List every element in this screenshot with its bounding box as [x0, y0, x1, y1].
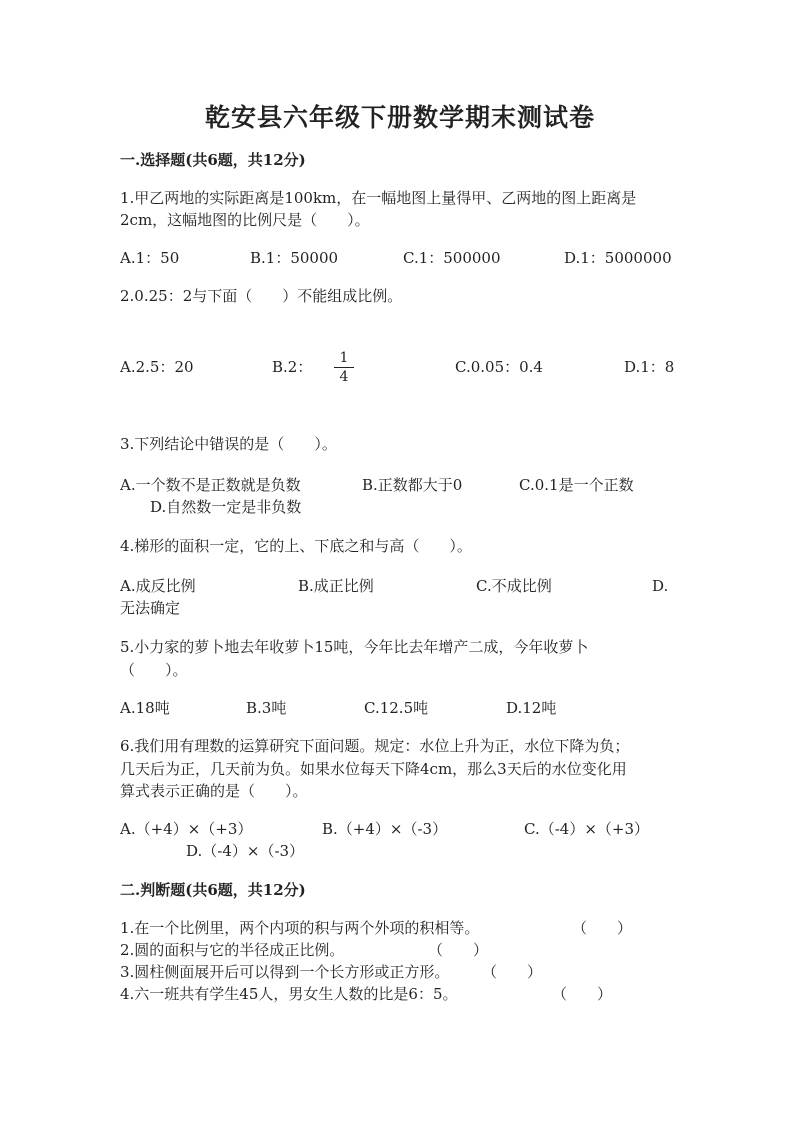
question-5-option-c: C.12.5吨 — [364, 699, 429, 717]
question-3-line-1: 3.下列结论中错误的是（ ）。 — [120, 435, 337, 453]
question-6-line-1: 6.我们用有理数的运算研究下面问题。规定：水位上升为正，水位下降为负； — [120, 737, 630, 755]
question-4-option-d: D. — [652, 577, 669, 595]
question-1-line-2: 2cm，这幅地图的比例尺是（ ）。 — [120, 211, 370, 229]
question-4-line-1: 4.梯形的面积一定，它的上、下底之和与高（ ）。 — [120, 537, 472, 555]
question-3-option-b: B.正数都大于0 — [362, 476, 463, 494]
question-2-option-c: C.0.05：0.4 — [455, 358, 543, 376]
question-4-option-d-text: 无法确定 — [120, 599, 181, 617]
judgment-item-1: 1.在一个比例里，两个内项的积与两个外项的积相等。 — [120, 919, 480, 937]
judgment-item-4-blank: （ ） — [552, 985, 613, 1003]
question-6-line-2: 几天后为正，几天前为负。如果水位每天下降4cm，那么3天后的水位变化用 — [120, 760, 627, 778]
section-heading-true-false: 二.判断题(共6题，共12分) — [120, 881, 306, 899]
judgment-item-2-blank: （ ） — [428, 941, 489, 959]
question-6-option-b: B.（+4）×（-3） — [322, 820, 448, 838]
fraction-denominator: 4 — [339, 369, 349, 385]
question-6-option-a: A.（+4）×（+3） — [120, 820, 253, 838]
question-5-option-a: A.18吨 — [120, 699, 170, 717]
judgment-item-1-blank: （ ） — [572, 919, 633, 937]
question-5-option-d: D.12吨 — [506, 699, 557, 717]
question-3-option-d: D.自然数一定是非负数 — [150, 498, 302, 516]
question-3-option-a: A.一个数不是正数就是负数 — [120, 476, 301, 494]
question-6-option-c: C.（-4）×（+3） — [524, 820, 650, 838]
question-2-fraction — [334, 350, 354, 385]
question-5-option-b: B.3吨 — [246, 699, 287, 717]
fraction-numerator: 1 — [339, 350, 349, 366]
question-3-option-c: C.0.1是一个正数 — [519, 476, 634, 494]
page-title: 乾安县六年级下册数学期末测试卷 — [204, 103, 595, 132]
question-2-option-a: A.2.5：20 — [120, 358, 194, 376]
question-6-line-3: 算式表示正确的是（ ）。 — [120, 782, 308, 800]
question-2-option-b: B.2： — [272, 358, 313, 376]
question-4-option-c: C.不成比例 — [476, 577, 552, 595]
judgment-item-2: 2.圆的面积与它的半径成正比例。 — [120, 941, 345, 959]
judgment-item-3: 3.圆柱侧面展开后可以得到一个长方形或正方形。 — [120, 963, 450, 981]
question-1-line-1: 1.甲乙两地的实际距离是100km，在一幅地图上量得甲、乙两地的图上距离是 — [120, 189, 637, 207]
question-4-option-a: A.成反比例 — [120, 577, 196, 595]
question-1-option-d: D.1：5000000 — [564, 249, 672, 267]
question-1-option-a: A.1：50 — [120, 249, 180, 267]
judgment-item-3-blank: （ ） — [482, 963, 543, 981]
question-1-option-b: B.1：50000 — [250, 249, 339, 267]
question-2-line-1: 2.0.25：2与下面（ ）不能组成比例。 — [120, 287, 403, 305]
question-4-option-b: B.成正比例 — [298, 577, 374, 595]
question-1-option-c: C.1：500000 — [403, 249, 501, 267]
fraction-bar — [334, 367, 354, 368]
question-6-option-d: D.（-4）×（-3） — [186, 842, 305, 860]
section-heading-choice: 一.选择题(共6题，共12分) — [120, 151, 306, 169]
question-2-option-d: D.1：8 — [624, 358, 675, 376]
question-5-line-1: 5.小力家的萝卜地去年收萝卜15吨，今年比去年增产二成，今年收萝卜 — [120, 638, 589, 656]
question-5-line-2: （ ）。 — [120, 661, 188, 679]
judgment-item-4: 4.六一班共有学生45人，男女生人数的比是6：5。 — [120, 985, 458, 1003]
